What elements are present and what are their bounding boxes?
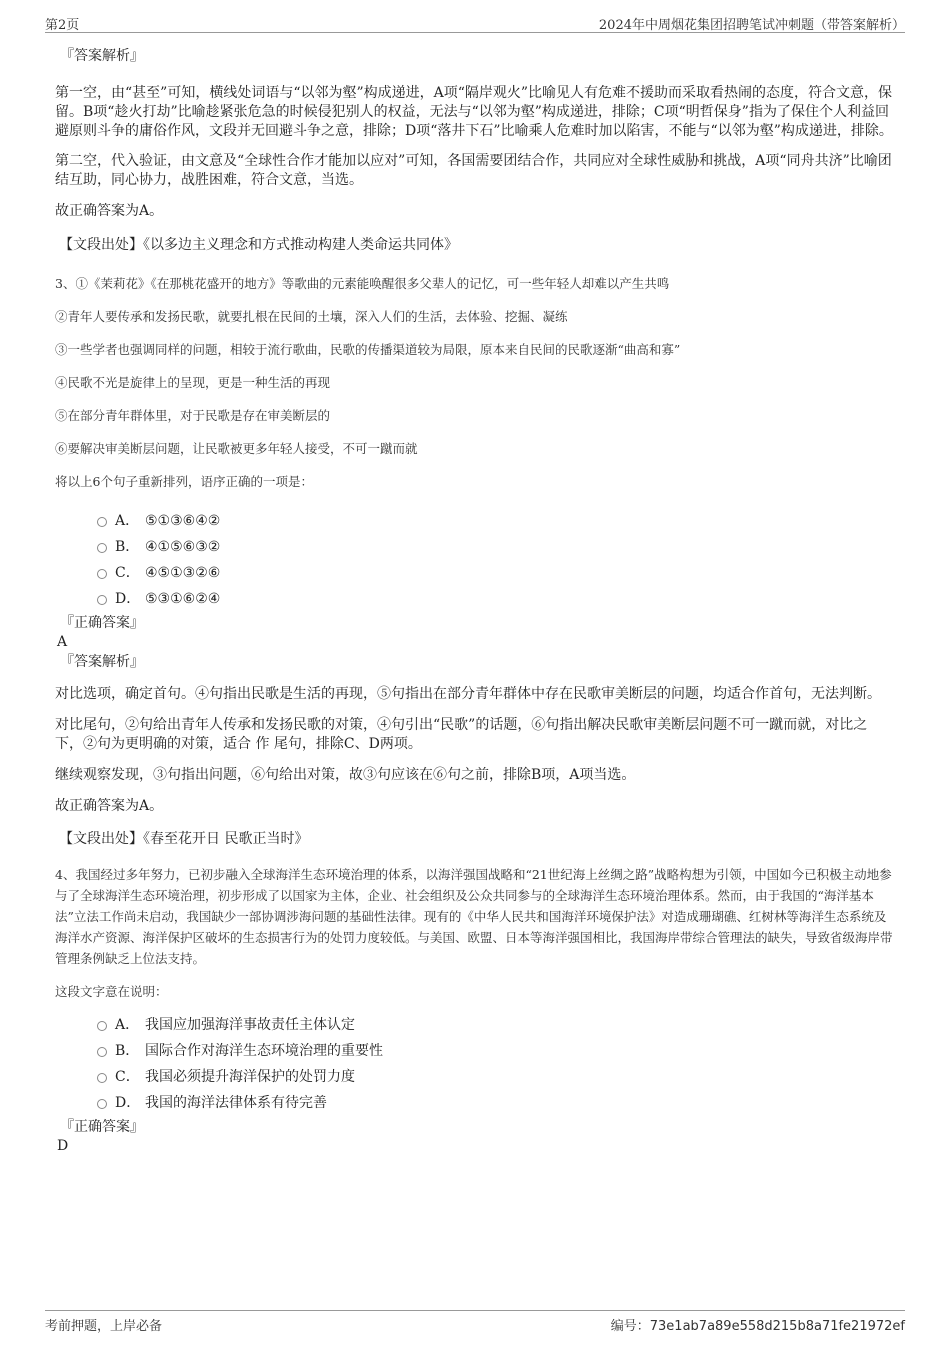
analysis-paragraph: 对比尾句，②句给出青年人传承和发扬民歌的对策，④句引出“民歌”的话题，⑥句指出解决民歌审美断层问题不可一蹴而就，对比之下，②句为更明确的对策，适合 作 尾句，排除C、D两项。 — [55, 717, 868, 752]
radio-icon[interactable] — [97, 543, 107, 553]
source-line: 【文段出处】《春至花开日 民歌正当时》 — [59, 831, 309, 847]
sentence-item: ③一些学者也强调同样的问题，相较于流行歌曲，民歌的传播渠道较为局限，原本来自民间的民歌逐渐“曲高和寡” — [55, 342, 681, 357]
option-key: B． — [115, 539, 140, 555]
radio-icon[interactable] — [97, 1099, 107, 1109]
correct-answer: D — [57, 1138, 69, 1154]
correct-answer: A — [57, 634, 68, 650]
option-text: 我国应加强海洋事故责任主体认定 — [145, 1017, 355, 1033]
document-id — [611, 1315, 905, 1334]
option-text: 我国必须提升海洋保护的处罚力度 — [145, 1069, 355, 1085]
sentence-item: 3、①《茉莉花》《在那桃花盛开的地方》等歌曲的元素能唤醒很多父辈人的记忆，可一些年轻人却难以产生共鸣 — [55, 276, 670, 291]
option-key: C． — [115, 565, 140, 581]
question-prompt: 这段文字意在说明： — [55, 984, 168, 999]
document-body — [55, 44, 895, 1155]
option-text: ⑤③①⑥②④ — [145, 591, 221, 607]
radio-icon[interactable] — [97, 1047, 107, 1057]
analysis-paragraph: 第二空，代入验证，由文意及“全球性合作才能加以应对”可知，各国需要团结合作，共同应对全球性威胁和挑战，A项“同舟共济”比喻团结互助，同心协力，战胜困难，符合文意，当选。 — [55, 153, 892, 188]
document-id-label: 编号： — [610, 1319, 650, 1334]
option-key: A． — [115, 513, 140, 529]
page-footer — [45, 1310, 905, 1334]
option-key: C． — [115, 1069, 140, 1085]
option-key: D． — [115, 1095, 141, 1111]
question-3 — [55, 273, 895, 849]
option-a[interactable] — [55, 508, 895, 534]
question-stem: 4、我国经过多年努力，已初步融入全球海洋生态环境治理的体系，以海洋强国战略和“21世纪海上丝绸之路”战略构想为引领，中国如今已积极主动地参与了全球海洋生态环境治理，初步形成了以国家为主体，企业、社会组织及公众共同参与的全球海洋生态环境治理体系。然而，由于我国的“海洋基本法”立法工作尚未启动，我国缺少一部协调涉海问题的基础性法律。现有的《中华人民共和国海洋环境保护法》对造成珊瑚礁、红树林等海洋生态系统及海洋水产资源、海洋保护区破坏的生态损害行为的处罚力度较低。与美国、欧盟、日本等海洋强国相比，我国海岸带综合管理法的缺失，导致省级海岸带管理条例缺乏上位法支持。 — [55, 867, 893, 966]
option-text: 国际合作对海洋生态环境治理的重要性 — [145, 1043, 383, 1059]
option-d[interactable] — [55, 586, 895, 612]
radio-icon[interactable] — [97, 1021, 107, 1031]
radio-icon[interactable] — [97, 569, 107, 579]
option-b[interactable] — [55, 1038, 895, 1064]
radio-icon[interactable] — [97, 517, 107, 527]
question-prompt: 将以上6个句子重新排列，语序正确的一项是： — [55, 474, 313, 489]
page-header — [45, 12, 905, 33]
option-d[interactable] — [55, 1090, 895, 1116]
analysis-paragraph: 继续观察发现，③句指出问题，⑥句给出对策，故③句应该在⑥句之前，排除B项，A项当选。 — [55, 767, 636, 783]
document-id-value: 73e1ab7a89e558d215b8a71fe21972ef — [649, 1319, 905, 1334]
analysis-paragraph: 对比选项，确定首句。④句指出民歌是生活的再现，⑤句指出在部分青年群体中存在民歌审美断层的问题，均适合作首句，无法判断。 — [55, 686, 881, 702]
analysis-label: 『答案解析』 — [60, 654, 144, 670]
option-text: ④①⑤⑥③② — [145, 539, 221, 555]
sentence-item: ⑥要解决审美断层问题，让民歌被更多年轻人接受，不可一蹴而就 — [55, 441, 418, 456]
correct-answer-label: 『正确答案』 — [60, 1119, 144, 1135]
question-4 — [55, 864, 895, 1155]
option-list — [55, 1012, 895, 1116]
option-text: ⑤①③⑥④② — [145, 513, 221, 529]
source-line: 【文段出处】《以多边主义理念和方式推动构建人类命运共同体》 — [59, 237, 458, 253]
analysis-label: 『答案解析』 — [60, 48, 144, 64]
option-a[interactable] — [55, 1012, 895, 1038]
radio-icon[interactable] — [97, 595, 107, 605]
option-c[interactable] — [55, 1064, 895, 1090]
sentence-item: ⑤在部分青年群体里，对于民歌是存在审美断层的 — [55, 408, 331, 423]
option-text: 我国的海洋法律体系有待完善 — [145, 1095, 327, 1111]
radio-icon[interactable] — [97, 1073, 107, 1083]
analysis-paragraph: 第一空，由“甚至”可知，横线处词语与“以邻为壑”构成递进，A项“隔岸观火”比喻见人有危难不援助而采取看热闹的态度，符合文意，保留。B项“趁火打劫”比喻趁紧张危急的时候侵犯别人的权益，无法与“以邻为壑”构成递进，排除；C项“明哲保身”指为了保住个人利益回避原则斗争的庸俗作风，文段并无回避斗争之意，排除；D项“落井下石”比喻乘人危难时加以陷害，不能与“以邻为壑”构成递进，排除。 — [55, 85, 893, 139]
correct-answer-label: 『正确答案』 — [60, 615, 144, 631]
sentence-item: ②青年人要传承和发扬民歌，就要扎根在民间的土壤，深入人们的生活，去体验、挖掘、凝练 — [55, 309, 568, 324]
page-number: 第2页 — [45, 18, 80, 33]
option-key: A． — [115, 1017, 140, 1033]
option-key: B． — [115, 1043, 140, 1059]
document-title: 2024年中周烟花集团招聘笔试冲刺题（带答案解析） — [598, 18, 905, 33]
analysis-paragraph: 故正确答案为A。 — [55, 203, 164, 219]
option-list — [55, 508, 895, 612]
option-key: D． — [115, 591, 141, 607]
footer-slogan: 考前押题，上岸必备 — [45, 1319, 163, 1334]
option-text: ④⑤①③②⑥ — [145, 565, 221, 581]
analysis-paragraph: 故正确答案为A。 — [55, 798, 164, 814]
option-c[interactable] — [55, 560, 895, 586]
option-b[interactable] — [55, 534, 895, 560]
sentence-item: ④民歌不光是旋律上的呈现，更是一种生活的再现 — [55, 375, 331, 390]
